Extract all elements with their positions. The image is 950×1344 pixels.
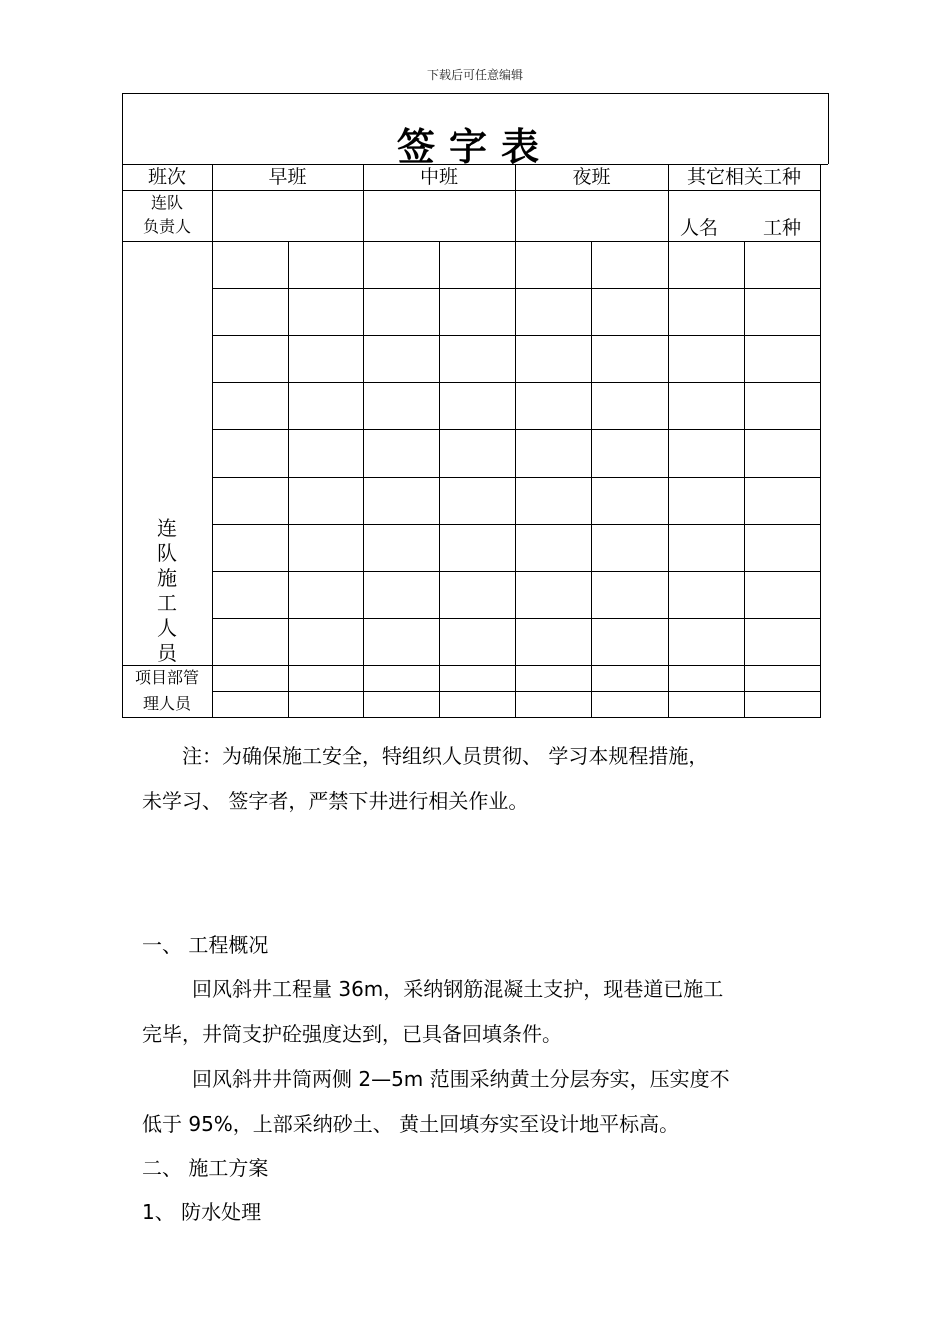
s1-p1-line2: 完毕，井筒支护砼强度达到，已具备回填条件。 <box>142 1022 562 1046</box>
table-line <box>820 164 821 718</box>
table-line <box>122 190 820 191</box>
table-line <box>212 618 820 619</box>
section-1-body <box>142 967 822 1147</box>
note-line-1: 注：为确保施工安全，特组织人员贯彻、 学习本规程措施， <box>182 744 709 768</box>
s1-p2-line1: 回风斜井井筒两侧 2—5m 范围采纳黄土分层夯实，压实度不 <box>192 1067 730 1091</box>
table-line <box>288 241 289 718</box>
table-line <box>212 477 820 478</box>
header-note: 下载后可任意编辑 <box>426 68 523 82</box>
other-trades-label: 其它相关工种 <box>686 166 801 188</box>
table-line <box>212 429 820 430</box>
team-leader-label-line2: 负责人 <box>142 217 191 236</box>
management-label-line2: 理人员 <box>142 694 191 713</box>
table-line <box>212 288 820 289</box>
table-line <box>212 571 820 572</box>
s1-p1-line1: 回风斜井工程量 36m，采纳钢筋混凝土支护，现巷道已施工 <box>192 977 724 1001</box>
section-2-heading: 二、 施工方案 <box>142 1156 269 1180</box>
shift-middle: 中班 <box>419 166 458 188</box>
note-line-2: 未学习、 签字者，严禁下井进行相关作业。 <box>142 789 529 813</box>
table-line <box>828 93 829 164</box>
table-line <box>212 691 820 692</box>
section-1-heading: 一、 工程概况 <box>142 933 269 957</box>
table-line <box>668 164 669 718</box>
shift-label: 班次 <box>147 166 186 188</box>
note-paragraph <box>142 734 822 824</box>
name-label: 人名 <box>679 217 718 239</box>
shift-night: 夜班 <box>572 166 611 188</box>
table-line <box>439 241 440 718</box>
table-line <box>212 164 213 718</box>
table-line <box>122 93 828 94</box>
team-leader-label-line1: 连队 <box>150 193 183 212</box>
table-line <box>212 524 820 525</box>
workers-label: 连 队 施 工 人 员 <box>157 516 177 665</box>
trade-label: 工种 <box>762 217 801 239</box>
shift-morning: 早班 <box>268 166 307 188</box>
table-line <box>212 335 820 336</box>
table-line <box>515 164 516 718</box>
table-line <box>122 241 820 242</box>
table-line <box>122 717 820 718</box>
table-line <box>363 164 364 718</box>
table-line <box>744 241 745 718</box>
management-label-line1: 项目部管 <box>134 668 199 687</box>
table-line <box>122 164 828 165</box>
table-title: 签字表 <box>396 124 553 169</box>
table-line <box>212 382 820 383</box>
section-2-item-1: 1、 防水处理 <box>142 1200 262 1224</box>
s1-p2-line2: 低于 95%，上部采纳砂土、 黄土回填夯实至设计地平标高。 <box>142 1112 680 1136</box>
table-line <box>591 241 592 718</box>
table-line <box>122 665 820 666</box>
